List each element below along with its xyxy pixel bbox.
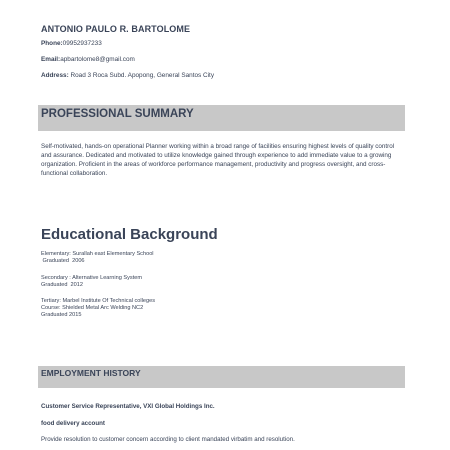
tertiary-school: Tertiary: Marbel Institute Of Technical colleges [41,298,155,304]
summary-heading: PROFESSIONAL SUMMARY [41,108,194,120]
tertiary-graduated: Graduated 2015 [41,311,82,318]
job-title: Customer Service Representative, VXI Global Holdings Inc. [41,403,215,410]
address-line [41,72,214,79]
elementary-graduated: Graduated 2006 [41,257,85,264]
resume-name: ANTONIO PAULO R. BARTOLOME [41,24,191,34]
summary-paragraph: Self-motivated, hands-on operational Planner working within a broad range of facilities ensuring highest levels of quality control and assurance. Dedicated and motivated to utilize knowledge gained through experience to add immediate value to a growing organization. Proficient in the areas of workforce performance management, productivity and progress oversight, and cross-functional collaboration. [41,143,395,177]
phone-value: 09952937233 [62,40,102,47]
email-value: apbartolome8@gmail.com [60,56,135,63]
address-label: Address: [41,72,69,79]
job-account: food delivery account [41,420,105,427]
email-line [41,56,135,63]
education-secondary [41,275,341,289]
employment-heading-band [38,366,405,388]
education-tertiary [41,298,341,318]
secondary-school: Secondary : Alternative Learning System [41,275,143,281]
education-heading: Educational Background [41,226,218,243]
phone-label: Phone: [41,40,63,47]
employment-heading: EMPLOYMENT HISTORY [41,368,141,378]
job-description: Provide resolution to customer concern according to client mandated virbatim and resolution. [41,436,295,443]
tertiary-course: Course: Shielded Metal Arc Welding NC2 [41,304,144,311]
elementary-school: Elementary: Surallah east Elementary School [41,251,154,257]
education-elementary [41,251,341,265]
email-label: Email: [41,56,61,63]
phone-line [41,40,102,47]
summary-heading-band [38,105,405,131]
address-value: Road 3 Roca Subd. Apopong, General Santos City [70,72,215,79]
secondary-graduated: Graduated 2012 [41,281,83,288]
